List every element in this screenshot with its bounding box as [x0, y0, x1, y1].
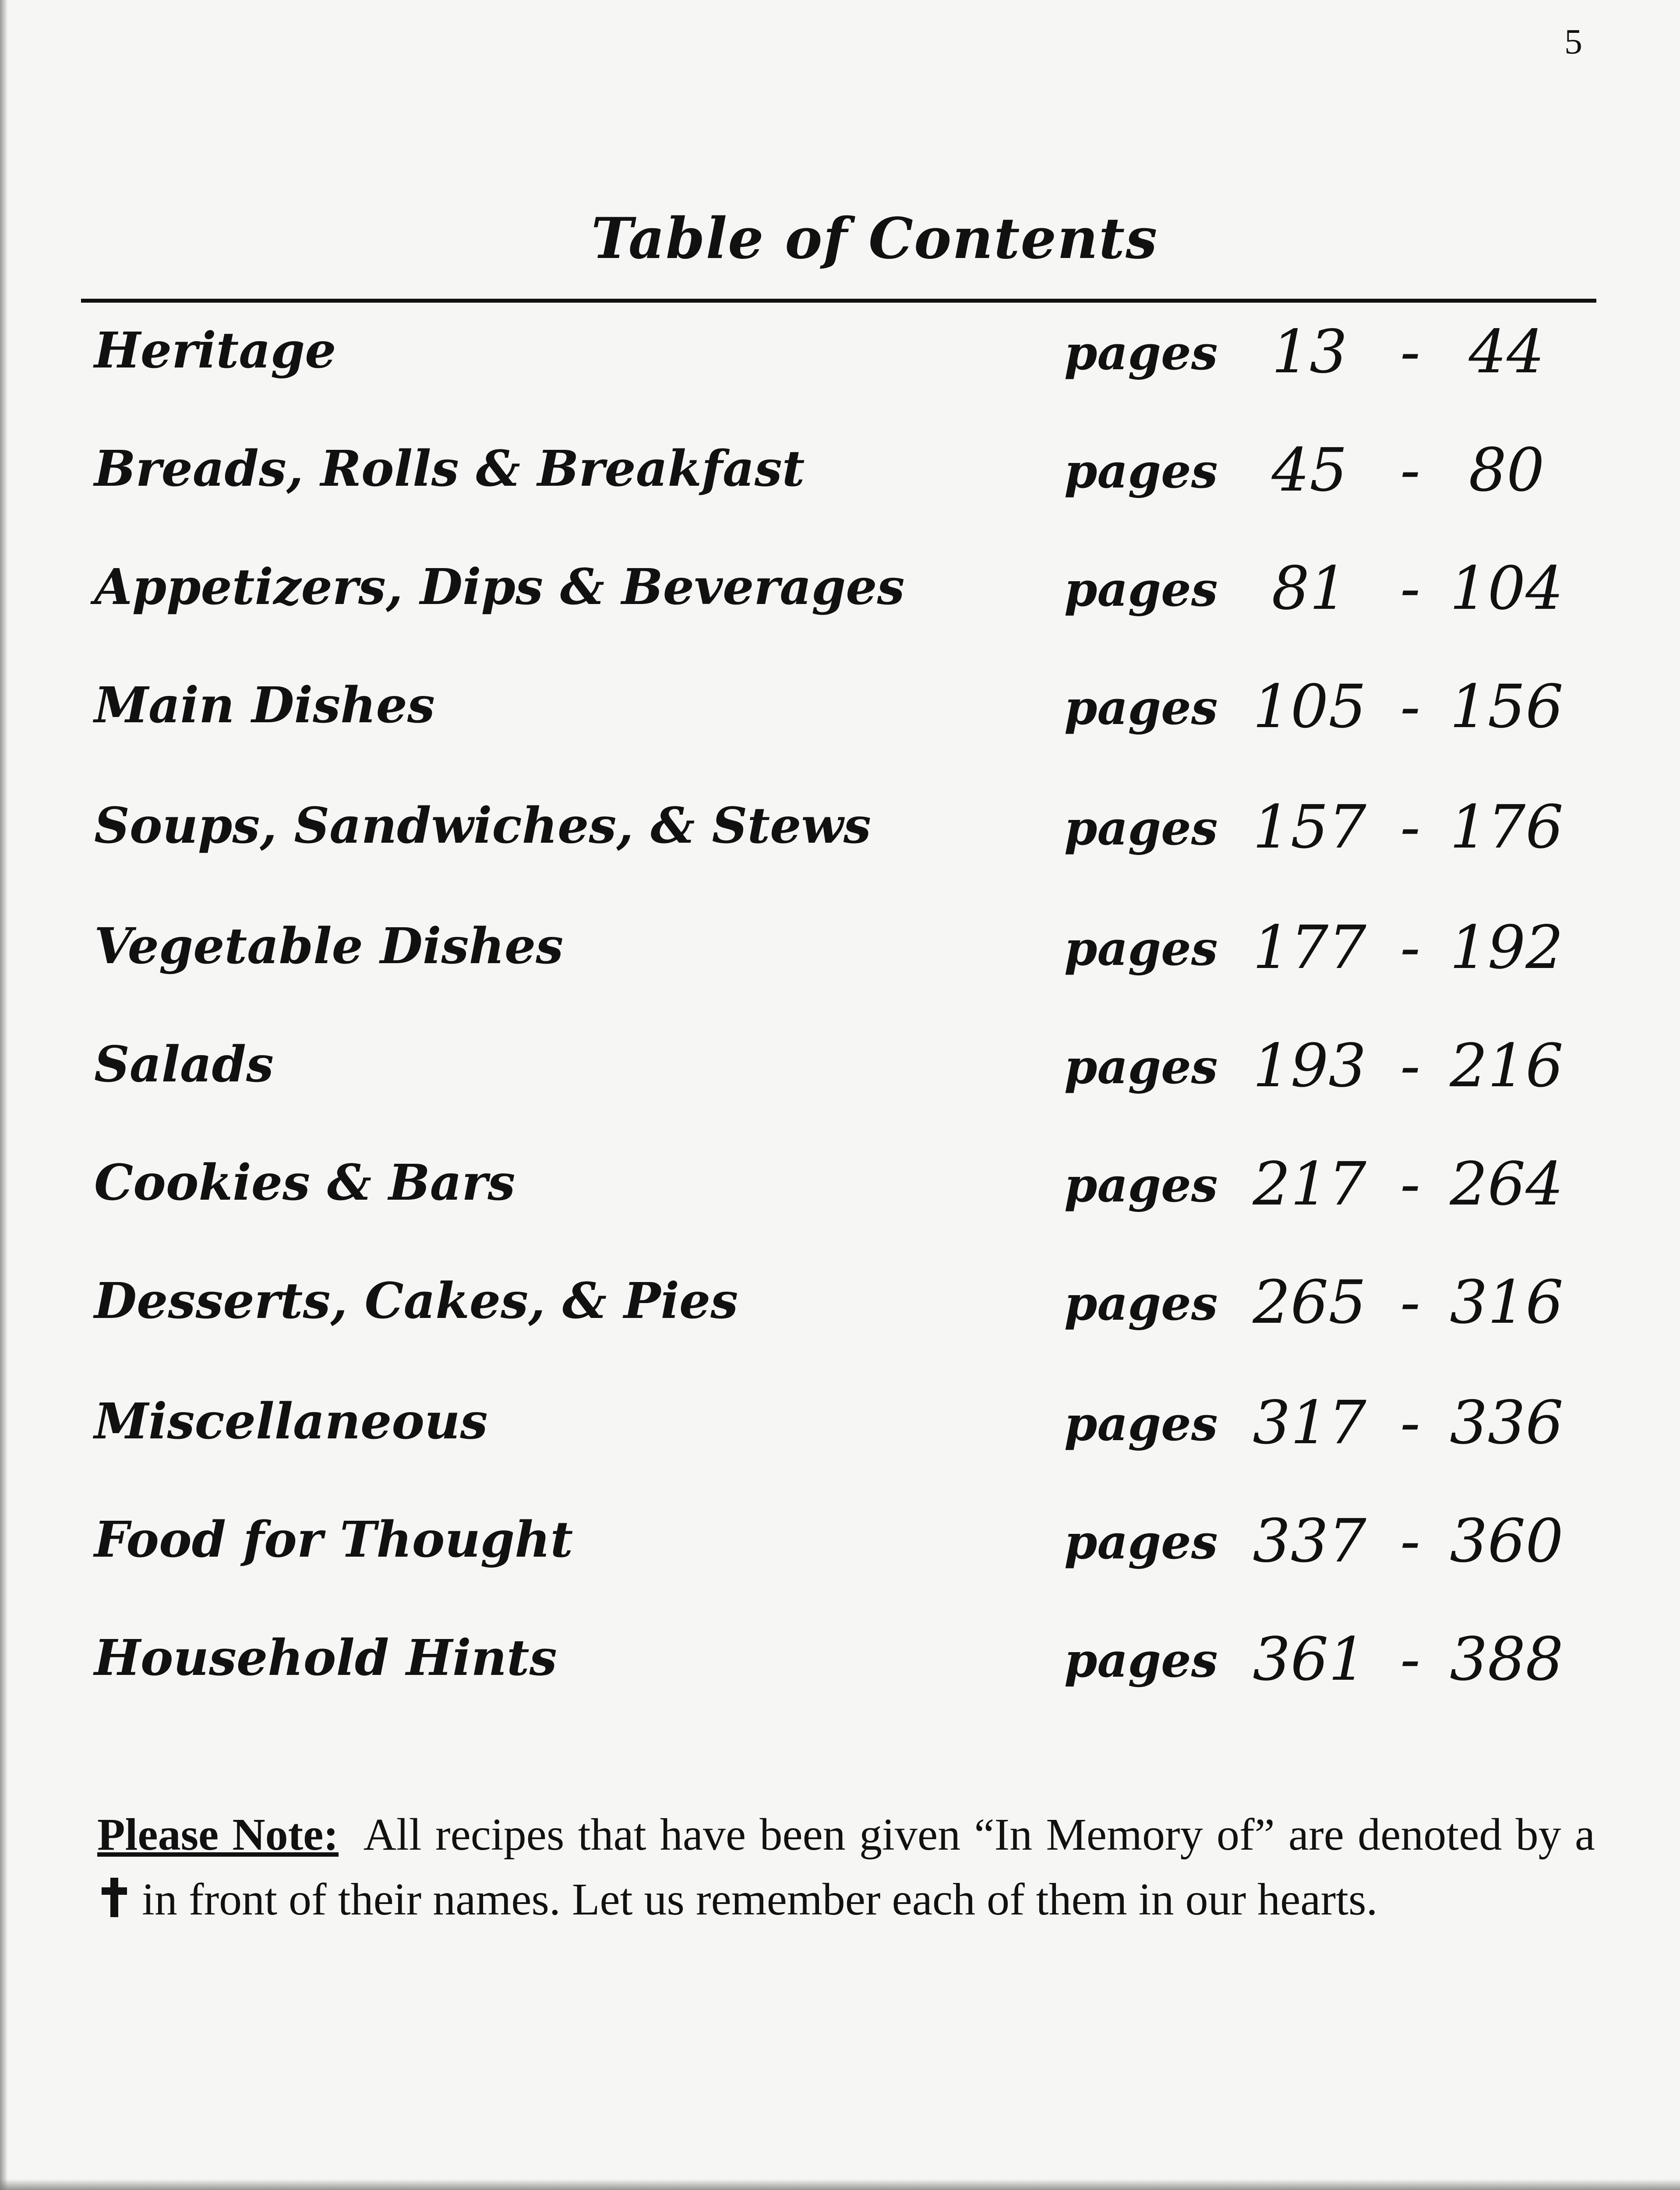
toc-entry-pages-word: pages — [1064, 1633, 1218, 1688]
toc-entry-end-page: 388 — [1450, 1625, 1564, 1694]
toc-entry-pages-word: pages — [1064, 1515, 1218, 1570]
toc-entry-dash: - — [1400, 672, 1420, 742]
note-text-before: All recipes that have been given “In Memory of” are denoted by a — [363, 1809, 1595, 1860]
toc-entry-start-page: 13 — [1271, 318, 1348, 387]
toc-entry — [0, 1150, 1680, 1224]
toc-entry-end-page: 104 — [1450, 554, 1564, 623]
toc-entry — [0, 436, 1680, 510]
page-number: 5 — [1564, 21, 1582, 61]
toc-entry-start-page: 45 — [1271, 436, 1348, 505]
toc-entry-dash: - — [1400, 318, 1420, 387]
toc-entry — [0, 672, 1680, 747]
toc-entry-start-page: 177 — [1253, 913, 1366, 982]
toc-entry-pages-word: pages — [1064, 1158, 1218, 1213]
toc-entry-end-page: 360 — [1450, 1507, 1564, 1576]
toc-entry-dash: - — [1400, 1507, 1420, 1576]
toc-entry-dash: - — [1400, 1268, 1420, 1337]
toc-entry-pages-word: pages — [1064, 921, 1218, 976]
toc-entry-end-page: 216 — [1450, 1031, 1564, 1101]
toc-entry-start-page: 157 — [1253, 793, 1366, 862]
toc-entry-label: Food for Thought — [94, 1511, 573, 1568]
toc-entry-label: Miscellaneous — [94, 1393, 488, 1450]
toc-entry-pages-word: pages — [1064, 325, 1218, 381]
toc-entry — [0, 1268, 1680, 1342]
toc-entry-end-page: 336 — [1450, 1388, 1564, 1458]
toc-entry-dash: - — [1400, 1031, 1420, 1101]
toc-entry-pages-word: pages — [1064, 801, 1218, 856]
toc-entry-label: Salads — [94, 1036, 274, 1093]
toc-entry — [0, 1388, 1680, 1463]
toc-entry-start-page: 361 — [1253, 1625, 1366, 1694]
page-title: Table of Contents — [591, 206, 1158, 272]
toc-entry — [0, 554, 1680, 629]
cross-icon — [102, 1878, 126, 1917]
toc-entry-start-page: 337 — [1253, 1507, 1366, 1576]
toc-entry-dash: - — [1400, 1625, 1420, 1694]
toc-entry-label: Main Dishes — [94, 677, 435, 734]
toc-entry-end-page: 316 — [1450, 1268, 1564, 1337]
toc-entry-label: Household Hints — [94, 1629, 557, 1687]
toc-entry-start-page: 317 — [1253, 1388, 1366, 1458]
toc-entry — [0, 793, 1680, 867]
note-text-after: in front of their names. Let us remember each of them in our hearts. — [142, 1874, 1378, 1925]
toc-entry-label: Heritage — [94, 322, 336, 379]
toc-entry-end-page: 44 — [1468, 318, 1545, 387]
toc-entry-dash: - — [1400, 1150, 1420, 1219]
note-label: Please Note: — [97, 1809, 339, 1860]
toc-entry-pages-word: pages — [1064, 1276, 1218, 1331]
toc-entry-label: Cookies & Bars — [94, 1154, 515, 1212]
toc-entry-start-page: 217 — [1253, 1150, 1366, 1219]
toc-entry-start-page: 265 — [1253, 1268, 1366, 1337]
page-bottom-shadow — [0, 2179, 1680, 2190]
toc-entry-pages-word: pages — [1064, 680, 1218, 735]
toc-entry-label: Vegetable Dishes — [94, 918, 564, 975]
toc-entry-end-page: 176 — [1450, 793, 1564, 862]
toc-entry-pages-word: pages — [1064, 444, 1218, 499]
toc-entry — [0, 913, 1680, 988]
toc-entry-dash: - — [1400, 436, 1420, 505]
toc-entry — [0, 1031, 1680, 1106]
memorial-note — [97, 1802, 1595, 1932]
toc-entry-label: Breads, Rolls & Breakfast — [94, 440, 805, 498]
toc-entry-end-page: 192 — [1450, 913, 1564, 982]
toc-entry-dash: - — [1400, 913, 1420, 982]
toc-entry-label: Appetizers, Dips & Beverages — [94, 558, 905, 616]
toc-entry-end-page: 80 — [1468, 436, 1545, 505]
toc-entry-pages-word: pages — [1064, 1039, 1218, 1095]
toc-entry-pages-word: pages — [1064, 562, 1218, 617]
toc-entry-start-page: 193 — [1253, 1031, 1366, 1101]
toc-entry-start-page: 105 — [1253, 672, 1366, 742]
toc-entry-dash: - — [1400, 793, 1420, 862]
toc-entry-label: Soups, Sandwiches, & Stews — [94, 797, 871, 855]
title-divider — [81, 299, 1596, 303]
toc-entry-label: Desserts, Cakes, & Pies — [94, 1272, 738, 1330]
toc-entry — [0, 1507, 1680, 1581]
toc-entry-dash: - — [1400, 1388, 1420, 1458]
toc-entry-pages-word: pages — [1064, 1396, 1218, 1452]
toc-entry-end-page: 264 — [1450, 1150, 1564, 1219]
toc-entry — [0, 1625, 1680, 1699]
toc-entry — [0, 318, 1680, 392]
toc-entry-start-page: 81 — [1271, 554, 1348, 623]
toc-entry-dash: - — [1400, 554, 1420, 623]
toc-entry-end-page: 156 — [1450, 672, 1564, 742]
